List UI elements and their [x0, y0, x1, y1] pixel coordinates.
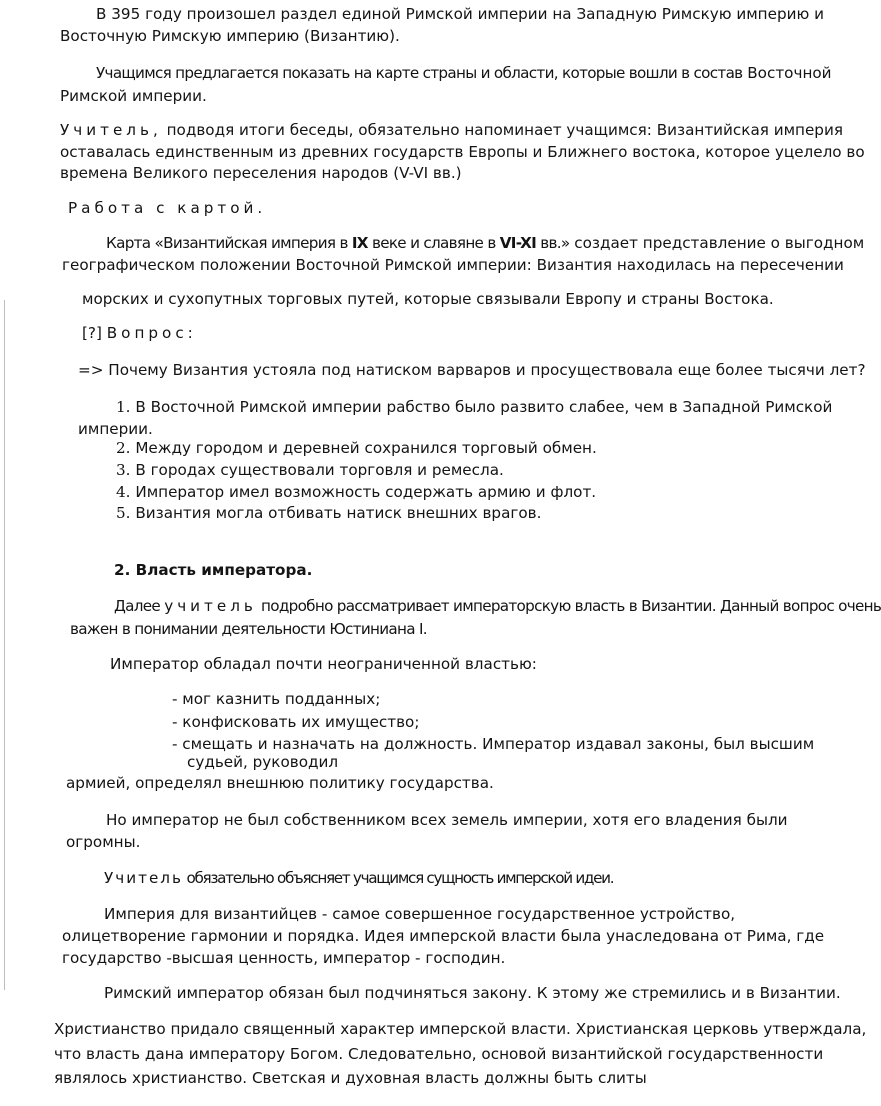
- paragraph-1-line-1: В 395 году произошел раздел единой Римской империи на Западную Римскую империю и: [96, 5, 824, 23]
- answer-number: 3.: [116, 461, 131, 479]
- powers-item-3: - смещать и назначать на должность. Император издавал законы, был высшим: [172, 735, 815, 753]
- paragraph-3-line-1: [60, 120, 843, 140]
- paragraph-8: [104, 868, 613, 888]
- paragraph-6: Император обладал почти неограниченной властью:: [110, 655, 537, 673]
- map-title-part-3: вв.»: [536, 234, 570, 252]
- paragraph-4-text: создает представление о выгодном: [569, 234, 865, 252]
- paragraph-2-text-normal: Восточной: [742, 64, 832, 82]
- paragraph-9-line-1: Империя для византийцев - самое совершенное государственное устройство,: [104, 905, 736, 923]
- answer-item-1: [116, 397, 832, 417]
- paragraph-3-line-3: времена Великого переселения народов (V-VI вв.): [60, 164, 462, 182]
- answer-item-4: [116, 482, 596, 502]
- paragraph-10: Римский император обязан был подчиняться закону. К этому же стремились и в Византии.: [104, 984, 841, 1002]
- powers-continuation-1: судьей, руководил: [187, 753, 339, 771]
- answer-text: Между городом и деревней сохранился торговый обмен.: [130, 439, 597, 457]
- paragraph-7-line-2: огромны.: [66, 833, 141, 851]
- paragraph-11-line-1: Христианство придало священный характер имперской власти. Христианская церковь утверждала,: [54, 1020, 867, 1038]
- teacher-label: учитель: [164, 597, 257, 615]
- answer-text: В городах существовали торговля и ремесла.: [130, 461, 504, 479]
- paragraph-2-line-2: Римской империи.: [60, 87, 207, 105]
- answer-text: Византия могла отбивать натиск внешних врагов.: [130, 504, 542, 522]
- question-label: Вопрос:: [106, 324, 197, 342]
- powers-item-1: - мог казнить подданных;: [172, 690, 381, 708]
- paragraph-2-line-1: [96, 63, 832, 83]
- paragraph-4-line-2: географическом положении Восточной Римской империи: Византия находилась на пересечении: [62, 256, 844, 274]
- answer-number: 4.: [116, 483, 131, 501]
- paragraph-11-line-3: являлось христианство. Светская и духовная власть должны быть слиты: [54, 1069, 647, 1087]
- paragraph-8-text: обязательно объясняет учащимся сущность имперской идеи.: [182, 869, 614, 887]
- answer-number: 2.: [116, 439, 131, 457]
- map-title-century-2: VI-XI: [499, 234, 537, 252]
- answer-item-1-continuation: империи.: [78, 420, 153, 438]
- paragraph-3-text: подводя итоги беседы, обязательно напоминает учащимся: Византийская империя: [161, 121, 843, 139]
- answer-number: 5.: [116, 504, 131, 522]
- map-title-part-2: веке и славяне в: [367, 234, 500, 252]
- paragraph-4-line-1: [106, 233, 864, 253]
- question-heading: [82, 323, 197, 343]
- answer-item-3: [116, 460, 504, 480]
- powers-continuation-2: армией, определял внешнюю политику государства.: [66, 774, 494, 792]
- paragraph-5-lead: Далее: [114, 597, 165, 615]
- question-text: => Почему Византия устояла под натиском варваров и просуществовала еще более тысячи лет?: [78, 361, 866, 379]
- answer-text: В Восточной Римской империи рабство было развито слабее, чем в Западной Римской: [130, 398, 833, 416]
- answer-item-2: [116, 438, 597, 458]
- teacher-label: Учитель,: [60, 121, 162, 139]
- paragraph-5-text: подробно рассматривает императорскую власть в Византии. Данный вопрос очень: [256, 597, 881, 615]
- left-margin-line: [4, 300, 5, 990]
- map-work-heading: Работа с картой.: [68, 199, 267, 217]
- paragraph-9-line-3: государство -высшая ценность, император - господин.: [62, 949, 506, 967]
- answer-text: Император имел возможность содержать армию и флот.: [130, 483, 597, 501]
- map-title-part-1: Карта «Византийская империя в: [106, 234, 352, 252]
- map-title-century-1: IX: [351, 234, 368, 252]
- answer-number: 1.: [116, 398, 131, 416]
- paragraph-7-line-1: Но император не был собственником всех земель империи, хотя его владения были: [106, 811, 788, 829]
- paragraph-5-line-2: важен в понимании деятельности Юстиниана I.: [70, 620, 427, 638]
- paragraph-5-line-1: [114, 596, 881, 616]
- teacher-label: Учитель: [104, 869, 183, 887]
- paragraph-2-text-condensed: Учащимся предлагается показать на карте страны и области, которые вошли в состав: [96, 64, 743, 82]
- paragraph-4-line-3: морских и сухопутных торговых путей, которые связывали Европу и страны Востока.: [82, 290, 774, 308]
- paragraph-1-line-2: Восточную Римскую империю (Византию).: [60, 27, 400, 45]
- paragraph-9-line-2: олицетворение гармонии и порядка. Идея имперской власти была унаследована от Рима, где: [62, 927, 825, 945]
- paragraph-11-line-2: что власть дана императору Богом. Следовательно, основой византийской государственности: [54, 1045, 824, 1063]
- powers-item-2: - конфисковать их имущество;: [172, 713, 420, 731]
- question-mark: [?]: [82, 324, 107, 342]
- section-2-title: 2. Власть императора.: [114, 561, 313, 579]
- answer-item-5: [116, 503, 541, 523]
- paragraph-3-line-2: оставалась единственным из древних государств Европы и Ближнего востока, которое уцелело во: [60, 143, 865, 161]
